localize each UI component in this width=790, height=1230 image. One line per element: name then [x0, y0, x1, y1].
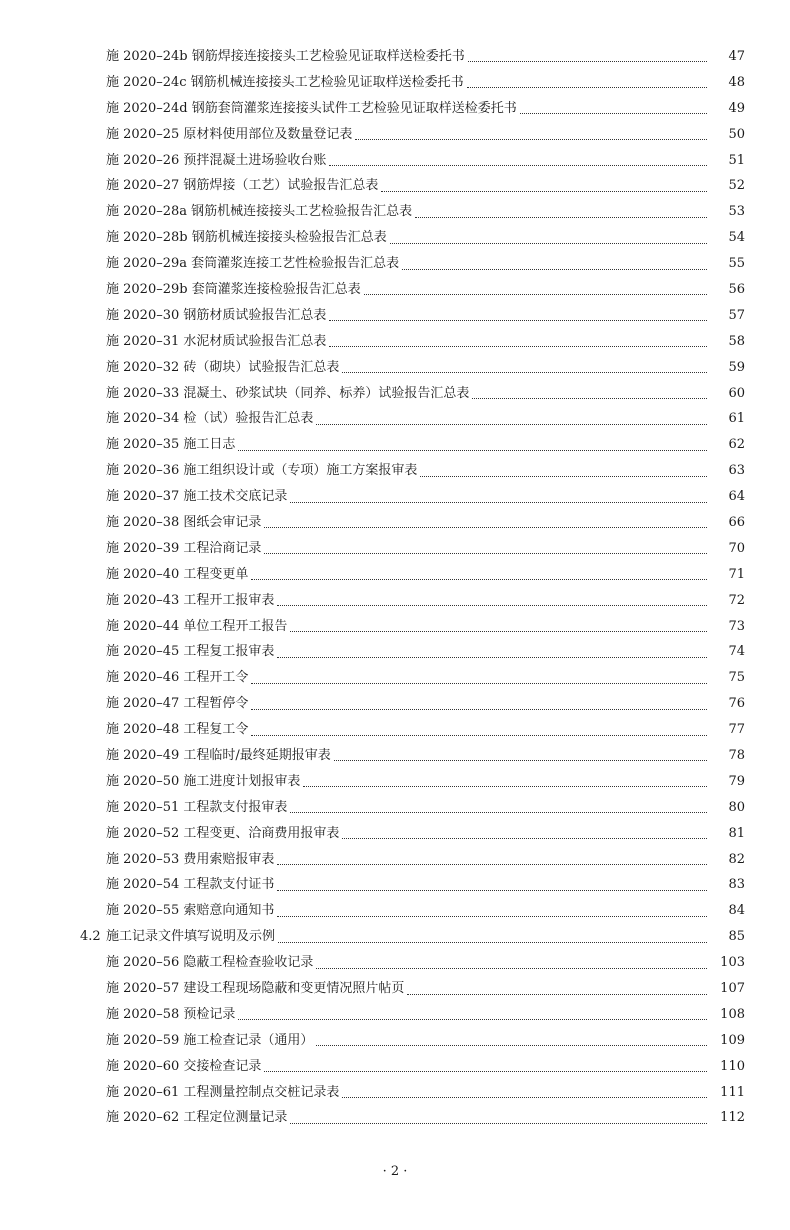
toc-entry[interactable] [0, 795, 790, 821]
toc-entry-title [106, 1110, 289, 1126]
toc-page-number: 85 [728, 929, 745, 945]
toc-page-number: 47 [728, 48, 745, 64]
toc-entry[interactable] [0, 562, 790, 588]
dot-leader [264, 1070, 707, 1072]
toc-entry-title [106, 204, 414, 220]
toc-entry-label: 施 2020–24c 钢筋机械连接接头工艺检验见证取样送检委托书 [106, 74, 464, 90]
toc-entry-title [106, 955, 315, 971]
toc-entry[interactable] [0, 665, 790, 691]
toc-page-number: 57 [728, 307, 745, 323]
toc-page-number: 112 [720, 1110, 745, 1126]
toc-entry-label: 施 2020–52 工程变更、洽商费用报审表 [106, 825, 340, 841]
dot-leader [390, 242, 707, 244]
toc-entry-label: 施 2020–39 工程洽商记录 [106, 540, 262, 556]
dot-leader [316, 423, 707, 425]
toc-entry[interactable] [0, 225, 790, 251]
toc-page-number: 56 [728, 281, 745, 297]
dot-leader [290, 501, 707, 503]
toc-entry[interactable] [0, 122, 790, 148]
toc-entry-title [106, 567, 250, 583]
toc-entry-label: 施 2020–50 施工进度计划报审表 [106, 773, 301, 789]
toc-entry[interactable] [0, 639, 790, 665]
toc-page-number: 72 [728, 592, 745, 608]
dot-leader [472, 397, 707, 399]
toc-entry[interactable] [0, 432, 790, 458]
toc-entry[interactable] [0, 898, 790, 924]
page-number: · 2 · [382, 1164, 408, 1179]
toc-entry-label: 施 2020–37 施工技术交底记录 [106, 489, 288, 505]
toc-page-number: 62 [728, 437, 745, 453]
dot-leader [238, 449, 707, 451]
toc-entry-title [106, 670, 250, 686]
toc-entry-label: 施工记录文件填写说明及示例 [106, 929, 276, 945]
dot-leader [290, 811, 707, 813]
toc-page-number: 55 [728, 256, 745, 272]
toc-page-number: 54 [728, 230, 745, 246]
toc-entry-label: 施 2020–29b 套筒灌浆连接检验报告汇总表 [106, 281, 361, 297]
toc-entry[interactable] [0, 1054, 790, 1080]
toc-entry[interactable] [0, 70, 790, 96]
toc-entry[interactable] [0, 251, 790, 277]
toc-entry[interactable] [0, 769, 790, 795]
toc-entry-title [106, 1007, 237, 1023]
toc-entry[interactable] [0, 173, 790, 199]
toc-entry[interactable] [0, 199, 790, 225]
toc-page-number: 109 [720, 1032, 745, 1048]
toc-page-number: 111 [720, 1084, 745, 1100]
toc-page-number: 48 [728, 74, 745, 90]
toc-entry-title [106, 800, 289, 816]
toc-page-number: 77 [728, 722, 745, 738]
toc-entry-title [106, 489, 289, 505]
toc-page-number: 58 [728, 333, 745, 349]
toc-entry-label: 施 2020–56 隐蔽工程检查验收记录 [106, 955, 314, 971]
toc-entry-label: 施 2020–53 费用索赔报审表 [106, 851, 275, 867]
toc-entry[interactable] [0, 717, 790, 743]
toc-entry-title [106, 49, 467, 65]
toc-entry-title [106, 360, 341, 376]
toc-entry-label: 施 2020–28a 钢筋机械连接接头工艺检验报告汇总表 [106, 204, 413, 220]
toc-entry[interactable] [0, 691, 790, 717]
toc-entry-label: 施 2020–26 预拌混凝土进场验收台账 [106, 152, 327, 168]
toc-entry-title [106, 696, 250, 712]
toc-entry-title [106, 437, 237, 453]
toc-page-number: 79 [728, 773, 745, 789]
toc-entry-title [106, 282, 363, 298]
toc-entry-label: 施 2020–28b 钢筋机械连接接头检验报告汇总表 [106, 230, 387, 246]
toc-entry-label: 施 2020–51 工程款支付报审表 [106, 799, 288, 815]
toc-entry-label: 施 2020–62 工程定位测量记录 [106, 1110, 288, 1126]
dot-leader [277, 656, 707, 658]
toc-entry-label: 施 2020–47 工程暂停令 [106, 696, 249, 712]
toc-entry[interactable] [0, 96, 790, 122]
dot-leader [415, 216, 707, 218]
toc-page-number: 81 [728, 825, 745, 841]
toc-entry-title [106, 1033, 315, 1049]
toc-page-number: 64 [728, 489, 745, 505]
toc-page-number: 60 [728, 385, 745, 401]
dot-leader [278, 941, 707, 943]
toc-entry-title [106, 541, 263, 557]
toc-entry-title [106, 1059, 263, 1075]
dot-leader [381, 190, 707, 192]
toc-entry-label: 施 2020–54 工程款支付证书 [106, 877, 275, 893]
toc-entry-label: 施 2020–38 图纸会审记录 [106, 514, 262, 530]
toc-entry-title [80, 929, 277, 945]
toc-entry-label: 施 2020–61 工程测量控制点交桩记录表 [106, 1084, 340, 1100]
dot-leader [342, 1096, 707, 1098]
toc-entry-label: 施 2020–30 钢筋材质试验报告汇总表 [106, 307, 327, 323]
toc-entry-title [106, 515, 263, 531]
dot-leader [264, 526, 707, 528]
toc-entry-label: 施 2020–31 水泥材质试验报告汇总表 [106, 333, 327, 349]
toc-entry[interactable] [0, 950, 790, 976]
toc-entry-title [106, 903, 276, 919]
toc-entry-label: 施 2020–44 单位工程开工报告 [106, 618, 288, 634]
toc-entry-label: 施 2020–33 混凝土、砂浆试块（同养、标养）试验报告汇总表 [106, 385, 470, 401]
toc-entry-title [106, 308, 328, 324]
toc-entry-label: 施 2020–59 施工检查记录（通用） [106, 1032, 314, 1048]
toc-entry-title [106, 619, 289, 635]
toc-entry-title [106, 153, 328, 169]
dot-leader [342, 837, 707, 839]
toc-entry-title [106, 386, 471, 402]
toc-entry-title [106, 644, 276, 660]
toc-entry[interactable] [0, 847, 790, 873]
toc-entry-label: 施 2020–24b 钢筋焊接连接接头工艺检验见证取样送检委托书 [106, 48, 465, 64]
toc-entry-title [106, 75, 466, 91]
dot-leader [238, 1018, 707, 1020]
dot-leader [277, 915, 707, 917]
toc-page-number: 84 [728, 903, 745, 919]
toc-entry[interactable] [0, 355, 790, 381]
toc-entry-label: 施 2020–40 工程变更单 [106, 566, 249, 582]
toc-entry-label: 施 2020–57 建设工程现场隐蔽和变更情况照片帖页 [106, 981, 405, 996]
toc-entry-title [106, 774, 302, 790]
toc-page-number: 82 [728, 851, 745, 867]
toc-page-number: 53 [728, 204, 745, 220]
dot-leader [334, 759, 707, 761]
toc-page-number: 108 [720, 1006, 745, 1022]
dot-leader [468, 60, 707, 62]
dot-leader [290, 1122, 707, 1124]
toc-entry-label: 施 2020–45 工程复工报审表 [106, 644, 275, 660]
toc-entry-title [106, 748, 333, 764]
toc-page-number: 83 [728, 877, 745, 893]
toc-entry[interactable] [0, 1028, 790, 1054]
toc-entry-label: 施 2020–58 预检记录 [106, 1006, 236, 1022]
toc-entry-label: 施 2020–24d 钢筋套筒灌浆连接接头试件工艺检验见证取样送检委托书 [106, 100, 517, 116]
dot-leader [520, 112, 707, 114]
toc-entry[interactable] [0, 821, 790, 847]
toc-entry-title [106, 178, 380, 194]
toc-page-number: 50 [728, 126, 745, 142]
toc-entry-title [106, 1085, 341, 1101]
toc-page-number: 75 [728, 670, 745, 686]
toc-entry-title [106, 593, 276, 609]
toc-entry[interactable] [0, 588, 790, 614]
toc-entry[interactable] [0, 303, 790, 329]
dot-leader [277, 604, 707, 606]
toc-entry-title [106, 256, 401, 272]
toc-entry-title [106, 722, 250, 738]
table-of-contents [0, 44, 790, 1131]
toc-entry-title [106, 230, 389, 246]
toc-entry-title [106, 981, 406, 997]
toc-page-number: 59 [728, 359, 745, 375]
toc-entry[interactable] [0, 873, 790, 899]
toc-entry-label: 施 2020–55 索赔意向通知书 [106, 903, 275, 919]
toc-entry[interactable] [0, 406, 790, 432]
dot-leader [402, 268, 707, 270]
dot-leader [251, 734, 707, 736]
toc-entry-label: 施 2020–34 检（试）验报告汇总表 [106, 411, 314, 427]
toc-entry[interactable] [0, 743, 790, 769]
toc-entry[interactable] [0, 1106, 790, 1132]
toc-entry[interactable] [0, 510, 790, 536]
toc-entry-label: 施 2020–46 工程开工令 [106, 670, 249, 686]
toc-page-number: 80 [728, 799, 745, 815]
dot-leader [364, 293, 707, 295]
dot-leader [290, 630, 707, 632]
toc-page-number: 49 [728, 100, 745, 116]
toc-entry[interactable] [0, 614, 790, 640]
dot-leader [355, 138, 707, 140]
toc-page-number: 78 [728, 747, 745, 763]
toc-entry-title [106, 463, 419, 479]
toc-entry-label: 施 2020–43 工程开工报审表 [106, 592, 275, 608]
toc-entry-label: 施 2020–27 钢筋焊接（工艺）试验报告汇总表 [106, 178, 379, 194]
toc-entry-label: 施 2020–36 施工组织设计或（专项）施工方案报审表 [106, 463, 418, 479]
toc-entry[interactable] [0, 381, 790, 407]
toc-entry[interactable] [0, 976, 790, 1002]
toc-entry-title [106, 127, 354, 143]
toc-entry[interactable] [0, 277, 790, 303]
dot-leader [316, 1044, 707, 1046]
toc-page-number: 52 [728, 178, 745, 194]
toc-page-number: 103 [720, 955, 745, 971]
toc-page-number: 74 [728, 644, 745, 660]
toc-entry-title [106, 852, 276, 868]
toc-page-number: 107 [720, 981, 745, 996]
dot-leader [303, 785, 707, 787]
toc-entry-title [106, 826, 341, 842]
toc-entry-title [106, 877, 276, 893]
dot-leader [277, 863, 707, 865]
toc-entry-label: 施 2020–32 砖（砌块）试验报告汇总表 [106, 359, 340, 375]
toc-entry[interactable] [0, 536, 790, 562]
toc-entry-title [106, 101, 519, 117]
dot-leader [420, 475, 707, 477]
dot-leader [316, 967, 707, 969]
toc-page-number: 70 [728, 540, 745, 556]
dot-leader [277, 889, 707, 891]
toc-section-number: 4.2 [80, 929, 101, 945]
toc-entry-title [106, 411, 315, 427]
toc-entry[interactable] [0, 924, 790, 950]
dot-leader [251, 578, 707, 580]
toc-entry-title [106, 334, 328, 350]
toc-entry[interactable] [0, 44, 790, 70]
toc-page-number: 66 [728, 514, 745, 530]
toc-page-number: 73 [728, 618, 745, 634]
toc-entry[interactable] [0, 329, 790, 355]
toc-entry-label: 施 2020–29a 套筒灌浆连接工艺性检验报告汇总表 [106, 256, 400, 272]
toc-entry[interactable] [0, 1080, 790, 1106]
toc-entry[interactable] [0, 1002, 790, 1028]
toc-entry[interactable] [0, 458, 790, 484]
toc-entry-label: 施 2020–35 施工日志 [106, 437, 236, 453]
dot-leader [264, 552, 707, 554]
dot-leader [342, 371, 707, 373]
toc-page-number: 51 [728, 152, 745, 168]
dot-leader [329, 319, 707, 321]
dot-leader [407, 993, 707, 995]
toc-page-number: 71 [728, 566, 745, 582]
toc-page-number: 61 [728, 411, 745, 427]
toc-page-number: 110 [720, 1058, 745, 1074]
dot-leader [251, 708, 707, 710]
dot-leader [329, 164, 707, 166]
toc-page-number: 63 [728, 463, 745, 479]
dot-leader [467, 86, 707, 88]
toc-entry[interactable] [0, 148, 790, 174]
toc-entry[interactable] [0, 484, 790, 510]
toc-entry-label: 施 2020–48 工程复工令 [106, 722, 249, 738]
toc-entry-label: 施 2020–49 工程临时/最终延期报审表 [106, 747, 331, 763]
dot-leader [329, 345, 707, 347]
toc-page-number: 76 [728, 696, 745, 712]
toc-entry-label: 施 2020–25 原材料使用部位及数量登记表 [106, 126, 353, 142]
toc-entry-label: 施 2020–60 交接检查记录 [106, 1058, 262, 1074]
dot-leader [251, 682, 707, 684]
